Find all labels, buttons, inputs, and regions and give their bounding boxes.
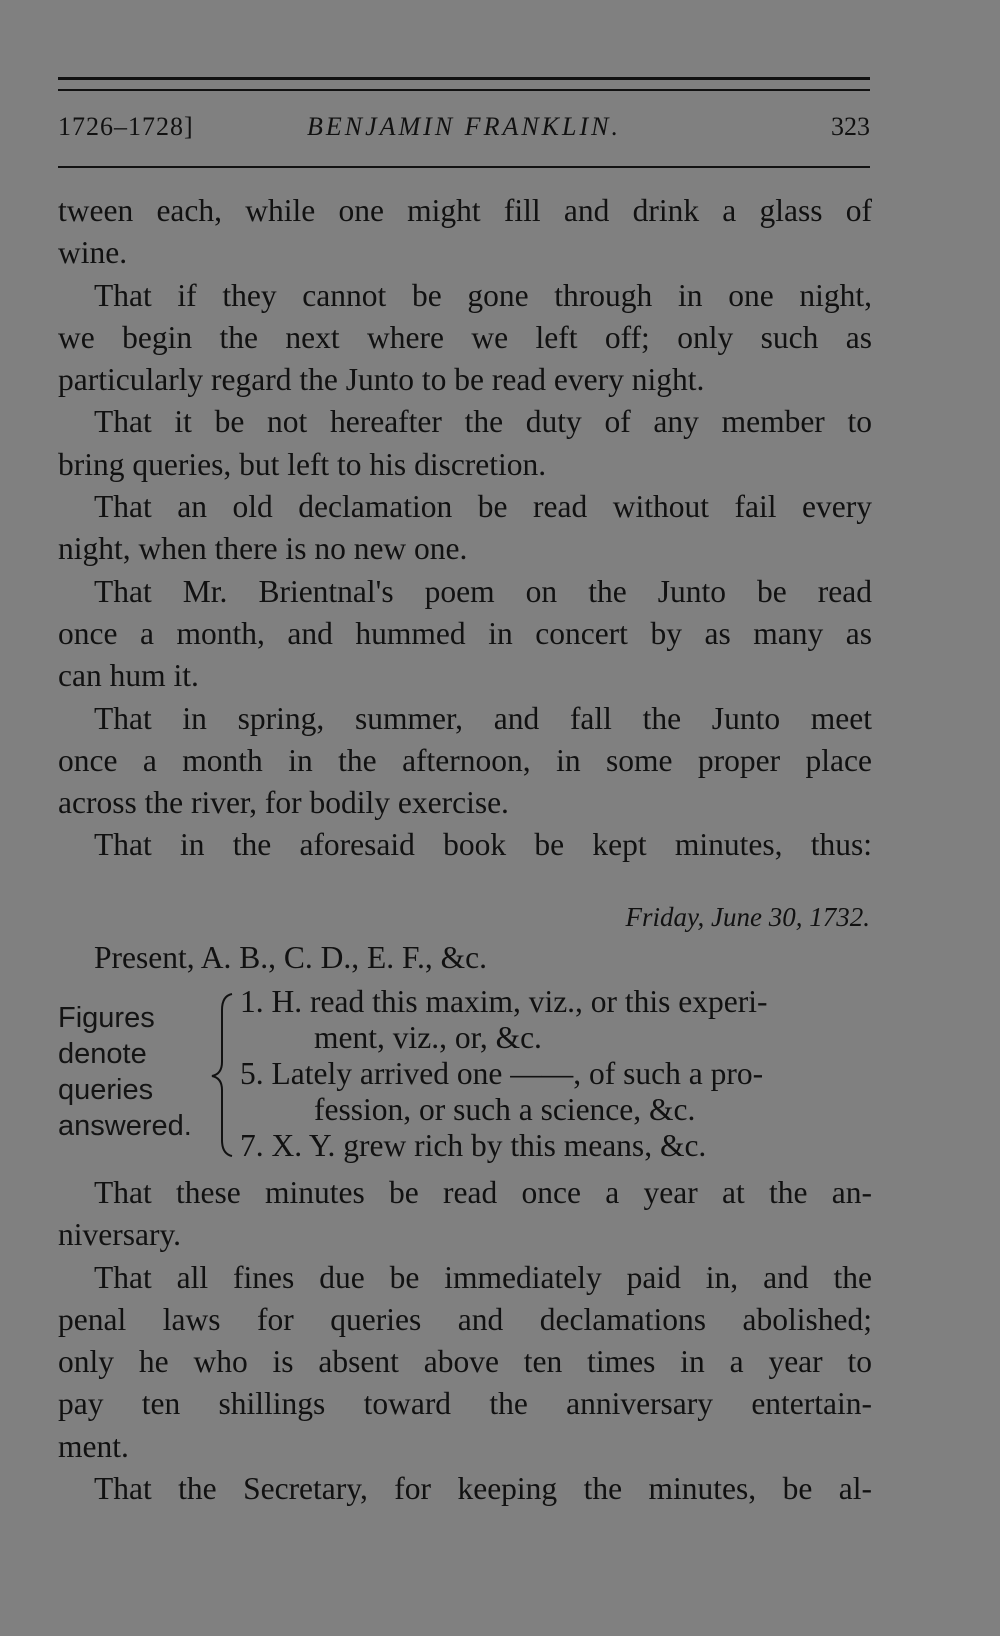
curly-brace bbox=[210, 990, 244, 1160]
body-text bbox=[58, 190, 872, 867]
text-line: That an old declamation be read without fail every bbox=[94, 489, 872, 525]
text-line: across the river, for bodily exercise. bbox=[58, 785, 509, 821]
side-note-line: Figures bbox=[58, 1002, 155, 1034]
header-rule bbox=[58, 166, 870, 168]
running-header bbox=[58, 112, 870, 152]
text-line: tween each, while one might fill and drink a glass of bbox=[58, 193, 872, 228]
minutes-entry: 1. H. read this maxim, viz., or this experi- bbox=[240, 984, 768, 1019]
text-line: That it be not hereafter the duty of any member to bbox=[94, 404, 872, 440]
side-note-line: queries bbox=[58, 1074, 154, 1106]
body-text-continued bbox=[58, 1172, 872, 1510]
minutes-entries bbox=[240, 984, 872, 1164]
text-line: once a month, and hummed in concert by as many as bbox=[58, 615, 872, 651]
minutes-date: Friday, June 30, 1732. bbox=[625, 902, 870, 932]
top-rule-inner bbox=[58, 89, 870, 91]
text-line: That all fines due be immediately paid in, and the bbox=[94, 1259, 872, 1295]
side-note-line: denote bbox=[58, 1038, 147, 1070]
text-line: That Mr. Brientnal's poem on the Junto be read bbox=[94, 573, 872, 609]
text-line: penal laws for queries and declamations abolished; bbox=[58, 1301, 872, 1337]
header-years: 1726–1728] bbox=[58, 112, 194, 141]
text-line: That the Secretary, for keeping the minutes, be al- bbox=[94, 1471, 872, 1507]
text-line: night, when there is no new one. bbox=[58, 531, 468, 567]
text-line: That these minutes be read once a year at the an- bbox=[94, 1175, 872, 1210]
text-line: That if they cannot be gone through in one night, bbox=[94, 277, 872, 313]
text-line: can hum it. bbox=[58, 658, 199, 694]
text-line: niversary. bbox=[58, 1217, 182, 1253]
running-title: BENJAMIN FRANKLIN. bbox=[307, 112, 621, 141]
text-line: bring queries, but left to his discretion. bbox=[58, 446, 547, 482]
minutes-entry: 5. Lately arrived one ——, of such a pro- bbox=[240, 1056, 764, 1091]
text-line: wine. bbox=[58, 235, 128, 271]
text-line: only he who is absent above ten times in a year to bbox=[58, 1344, 872, 1380]
minutes-entry: ment, viz., or, &c. bbox=[314, 1020, 542, 1055]
text-line: That in the aforesaid book be kept minutes, thus: bbox=[94, 827, 872, 863]
text-line: pay ten shillings toward the anniversary entertain- bbox=[58, 1386, 872, 1422]
side-note-line: answered. bbox=[58, 1110, 192, 1142]
text-line: That in spring, summer, and fall the Junto meet bbox=[94, 700, 872, 736]
text-line: particularly regard the Junto to be read every night. bbox=[58, 362, 705, 398]
minutes-present: Present, A. B., C. D., E. F., &c. bbox=[94, 940, 487, 975]
minutes-entry: fession, or such a science, &c. bbox=[314, 1092, 696, 1127]
side-note bbox=[58, 1000, 192, 1144]
text-line: we begin the next where we left off; only such as bbox=[58, 319, 872, 355]
top-rule bbox=[58, 77, 870, 80]
text-line: ment. bbox=[58, 1428, 129, 1464]
minutes-entry: 7. X. Y. grew rich by this means, &c. bbox=[240, 1128, 707, 1163]
text-line: once a month in the afternoon, in some proper place bbox=[58, 742, 872, 778]
page-number: 323 bbox=[831, 112, 870, 141]
